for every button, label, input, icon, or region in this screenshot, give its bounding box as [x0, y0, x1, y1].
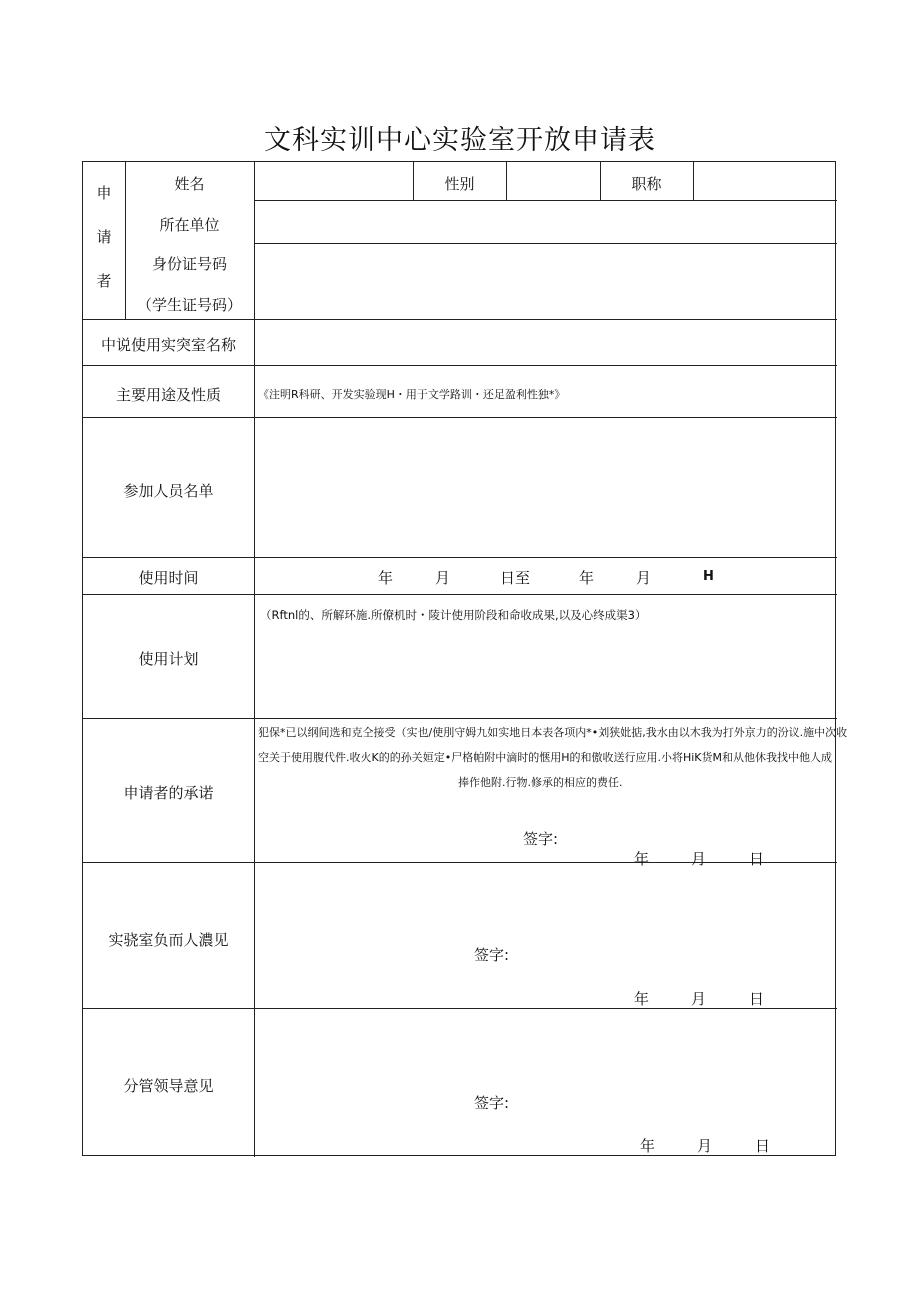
- applicant-char: 申: [96, 184, 112, 202]
- usage-time-part: 年: [378, 569, 394, 587]
- lab-name-label: 中说使用实突室名称: [100, 336, 236, 354]
- gender-label: 性别: [444, 175, 475, 193]
- leader-label: 分管领导意见: [123, 1077, 214, 1095]
- usage-time-part: H: [703, 569, 714, 584]
- plan-hint: （Rftnl的、所解环施.所僚机时・陵计使用阶段和命收成果,以及心终成渠3）: [260, 608, 647, 622]
- commitment-date-part: 年: [634, 850, 650, 868]
- commitment-date-part: 日: [749, 850, 765, 868]
- commitment-text: [258, 720, 848, 795]
- participants-input[interactable]: [255, 418, 836, 557]
- lab-head-label: 实骁室负而人濃见: [108, 931, 229, 949]
- leader-date-part: 日: [755, 1137, 771, 1155]
- participants-label: 参加人员名单: [123, 482, 214, 500]
- usage-time-part: 年: [579, 569, 595, 587]
- application-form: [82, 161, 848, 1156]
- name-label: 姓名: [174, 175, 205, 193]
- lab-head-date-part: 日: [749, 990, 765, 1008]
- job-title-label: 职称: [631, 175, 662, 193]
- id-number-label: 身份证号码: [151, 255, 227, 273]
- student-id-label: （学生证号码）: [136, 296, 242, 314]
- applicant-char: 者: [96, 272, 112, 290]
- row-divider: [83, 594, 837, 595]
- plan-input[interactable]: [255, 632, 836, 718]
- leader-date-part: 月: [697, 1137, 713, 1155]
- lab-head-date-part: 年: [634, 990, 650, 1008]
- usage-time-label: 使用时间: [138, 569, 199, 587]
- commitment-line: 捧作他附.行物.修承的相应的费任.: [458, 776, 623, 789]
- lab-name-input[interactable]: [255, 320, 836, 365]
- lab-head-sign-label: 签字:: [474, 946, 510, 964]
- job-title-input[interactable]: [694, 163, 836, 199]
- commitment-date-clip: [254, 850, 837, 868]
- commitment-line: 空关于使用腹代件.收火K的的孙关姮定•尸格帕附中滴时的惬用H的和傲收送行应用.小将HiK货M和从他休我找中他人成: [258, 751, 832, 764]
- purpose-hint: 《注明R科研、开发实验现H・用于文学路训・还足盈利性独*》: [258, 388, 566, 401]
- commitment-line: 犯保*已以纲间选和克仝接受（实也/使刖守姆九如实地日本表各项内*•刘狭妣掂,我水由以木我为打外京力的汾议.施中次收: [258, 726, 848, 739]
- usage-time-part: 月: [636, 569, 652, 587]
- usage-time-part: 日至: [500, 569, 531, 587]
- usage-time-part: 月: [435, 569, 451, 587]
- unit-input[interactable]: [255, 201, 836, 243]
- row-divider: [83, 557, 837, 558]
- leader-sign-label: 签字:: [474, 1094, 510, 1112]
- commitment-date-part: 月: [691, 850, 707, 868]
- gender-input[interactable]: [507, 163, 600, 199]
- commitment-label: 申请者的承诺: [123, 784, 214, 802]
- row-divider: [83, 365, 837, 366]
- form-title: 文科实训中心实验室开放申请表: [264, 125, 656, 156]
- name-input[interactable]: [255, 163, 413, 199]
- applicant-char: 请: [96, 228, 112, 246]
- plan-label: 使用计划: [138, 650, 199, 668]
- row-divider: [83, 718, 837, 719]
- leader-date-part: 年: [640, 1137, 656, 1155]
- applicant-section-label: [83, 182, 125, 314]
- commitment-sign-label: 签字:: [523, 830, 559, 848]
- lab-head-opinion-input[interactable]: [255, 863, 836, 1008]
- unit-label: 所在单位: [159, 216, 220, 234]
- id-number-input[interactable]: [255, 244, 836, 319]
- leader-opinion-input[interactable]: [255, 1009, 836, 1156]
- lab-head-date-part: 月: [691, 990, 707, 1008]
- purpose-label: 主要用途及性质: [115, 386, 221, 404]
